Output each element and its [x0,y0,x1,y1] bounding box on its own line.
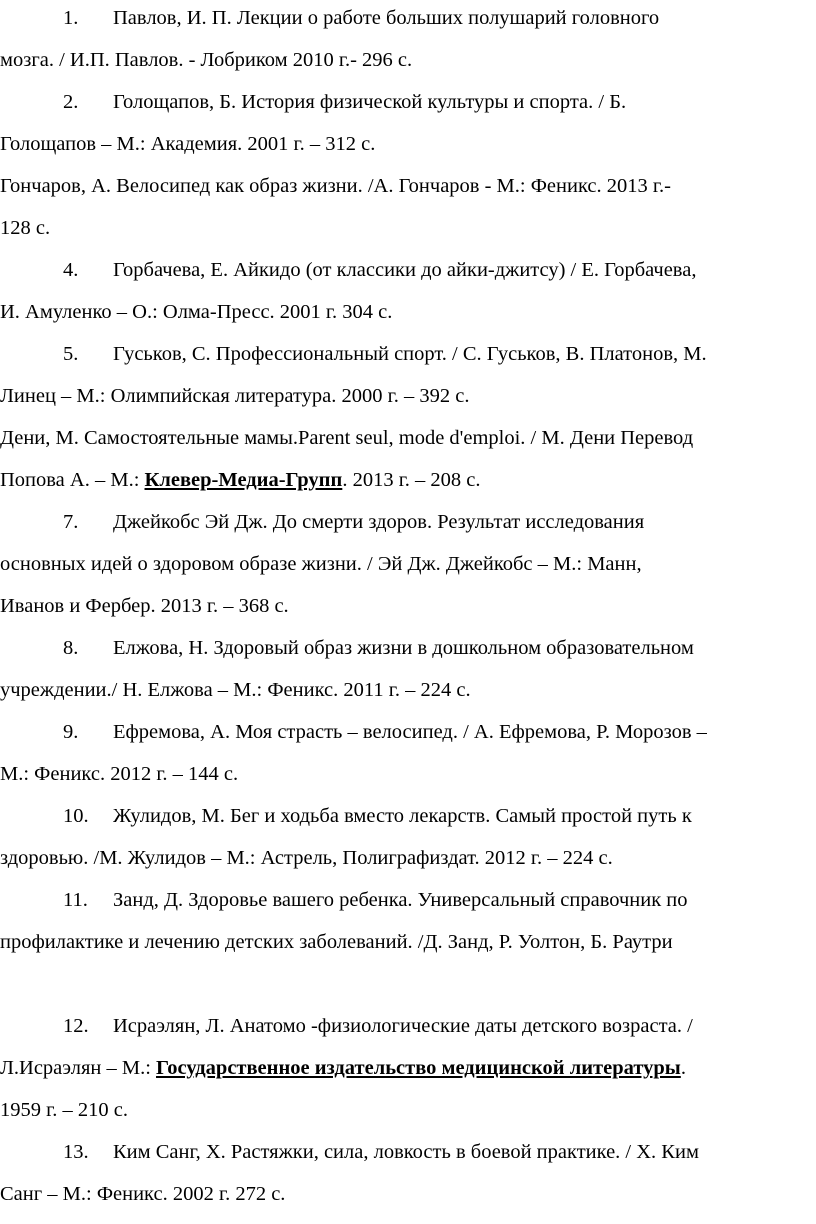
ref-text-line: учреждении./ Н. Елжова – М.: Феникс. 2011 г. – 224 с. [0,679,471,701]
ref-text-line: Иванов и Фербер. 2013 г. – 368 с. [0,595,289,617]
ref-text-line: Голощапов, Б. История физической культуры и спорта. / Б. [113,91,627,113]
ref-number: 1. [63,7,79,29]
ref-text-part: . 2013 г. – 208 с. [342,469,481,491]
ref-text-part: . [680,1057,686,1079]
ref-text-line: 1959 г. – 210 с. [0,1099,128,1121]
ref-text-line: здоровью. /М. Жулидов – М.: Астрель, Полиграфиздат. 2012 г. – 224 с. [0,847,613,869]
ref-number: 11. [63,889,88,911]
ref-text-line: профилактике и лечению детских заболеваний. /Д. Занд, Р. Уолтон, Б. Раутри [0,931,673,953]
publisher-link[interactable]: Государственное издательство медицинской литературы [156,1057,681,1079]
ref-text-line: мозга. / И.П. Павлов. - Лобриком 2010 г.- 296 с. [0,49,413,71]
ref-text-line: Горбачева, Е. Айкидо (от классики до айки-джитсу) / Е. Горбачева, [113,259,697,281]
ref-number: 9. [63,721,79,743]
ref-text-line: Ефремова, А. Моя страсть – велосипед. / А. Ефремова, Р. Морозов – [113,721,707,743]
ref-text-line: Исраэлян, Л. Анатомо -физиологические даты детского возраста. / [113,1015,693,1037]
ref-text-line: Елжова, Н. Здоровый образ жизни в дошкольном образовательном [113,637,694,659]
ref-text-line: И. Амуленко – О.: Олма-Пресс. 2001 г. 304 с. [0,301,393,323]
ref-text-line: 128 с. [0,217,51,239]
ref-text-line: Гончаров, А. Велосипед как образ жизни. /А. Гончаров - М.: Феникс. 2013 г.- [0,175,671,197]
ref-number: 5. [63,343,79,365]
ref-text-line: Занд, Д. Здоровье вашего ребенка. Универсальный справочник по [113,889,688,911]
ref-text-line: Ким Санг, Х. Растяжки, сила, ловкость в боевой практике. / Х. Ким [113,1141,699,1163]
ref-text-line: Голощапов – М.: Академия. 2001 г. – 312 с. [0,133,376,155]
ref-text-part: Попова А. – М.: [0,469,145,491]
ref-number: 13. [63,1141,89,1163]
ref-text-line: Гуськов, С. Профессиональный спорт. / С. Гуськов, В. Платонов, М. [113,343,707,365]
ref-number: 10. [63,805,89,827]
ref-text-line: Дени, М. Самостоятельные мамы.Parent seul, mode d'emploi. / М. Дени Перевод [0,427,694,449]
ref-number: 8. [63,637,79,659]
ref-text-line: Джейкобс Эй Дж. До смерти здоров. Результат исследования [113,511,645,533]
ref-text-line: основных идей о здоровом образе жизни. / Эй Дж. Джейкобс – М.: Манн, [0,553,642,575]
ref-number: 2. [63,91,79,113]
ref-text-line: Линец – М.: Олимпийская литература. 2000 г. – 392 с. [0,385,470,407]
ref-text-line: Жулидов, М. Бег и ходьба вместо лекарств. Самый простой путь к [113,805,692,827]
ref-text-line [0,1058,686,1079]
ref-text-line [0,470,481,491]
ref-text-line: М.: Феникс. 2012 г. – 144 с. [0,763,239,785]
ref-text-line: Санг – М.: Феникс. 2002 г. 272 с. [0,1183,286,1205]
ref-text-part: Л.Исраэлян – М.: [0,1057,157,1079]
ref-text-line: Павлов, И. П. Лекции о работе больших полушарий головного [113,7,660,29]
publisher-link[interactable]: Клевер-Медиа-Групп [144,469,343,491]
ref-number: 4. [63,259,79,281]
ref-number: 12. [63,1015,89,1037]
ref-number: 7. [63,511,79,533]
